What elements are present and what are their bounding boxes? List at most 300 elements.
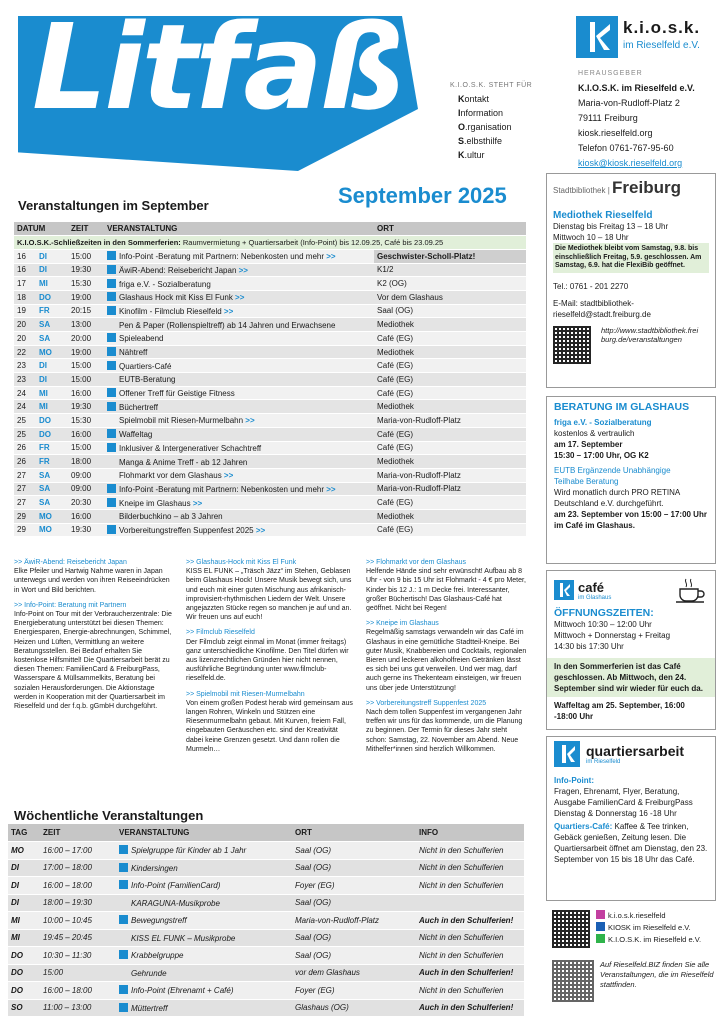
event-row bbox=[14, 332, 526, 346]
website: kiosk.rieselfeld.org bbox=[578, 128, 653, 138]
weekly-row bbox=[8, 894, 524, 912]
acronym-item: Kontakt bbox=[458, 94, 490, 104]
more-info-link[interactable]: >> bbox=[221, 471, 234, 481]
weekly-name: Bewegungstreff bbox=[131, 916, 187, 926]
event-weekday: SA bbox=[36, 332, 68, 346]
wcol-veranstaltung: VERANSTALTUNG bbox=[116, 824, 292, 842]
weekly-row bbox=[8, 912, 524, 930]
weekly-location: Glashaus (OG) bbox=[292, 999, 416, 1017]
event-name: friga e.V. - Sozialberatung bbox=[119, 279, 211, 289]
weekly-location: Saal (OG) bbox=[292, 859, 416, 877]
event-weekday: DO bbox=[36, 414, 68, 428]
weekly-day: DI bbox=[8, 894, 40, 912]
event-date: 23 bbox=[14, 373, 36, 387]
event-name-cell bbox=[104, 332, 374, 346]
weekly-name-cell bbox=[116, 877, 292, 895]
event-time: 16:00 bbox=[68, 386, 104, 400]
event-weekday: DI bbox=[36, 373, 68, 387]
event-location: Café (EG) bbox=[374, 332, 526, 346]
description-heading[interactable]: >> Vorbereitungstreff Suppenfest 2025 bbox=[366, 699, 487, 707]
event-name-cell bbox=[104, 509, 374, 523]
description-heading[interactable]: >> Filmclub Rieselfeld bbox=[186, 629, 255, 637]
weekly-name: KARAGUNA-Musikprobe bbox=[131, 898, 220, 908]
event-name-cell bbox=[104, 263, 374, 277]
description-block bbox=[14, 601, 176, 711]
event-weekday: MI bbox=[36, 277, 68, 291]
eutb-line3: Wird monatlich durch PRO RETINA Deutschland e.V. durchgeführt. bbox=[554, 488, 680, 508]
kiosk-icon bbox=[119, 845, 128, 854]
cafe-hours1: Mittwoch 10:30 – 12:00 Uhr bbox=[554, 620, 652, 629]
event-name-cell bbox=[104, 414, 374, 428]
weekly-location: Saal (OG) bbox=[292, 842, 416, 860]
event-weekday: MO bbox=[36, 345, 68, 359]
cafe-waffel: Waffeltag am 25. September, 16:00 -18:00 Uhr bbox=[554, 701, 685, 721]
event-time: 15:00 bbox=[68, 359, 104, 373]
description-heading[interactable]: >> ÄwiR-Abend: Reisebericht Japan bbox=[14, 559, 127, 566]
event-weekday: DI bbox=[36, 263, 68, 277]
event-location: Café (EG) bbox=[374, 427, 526, 441]
event-name: Manga & Anime Treff - ab 12 Jahren bbox=[119, 457, 248, 467]
event-location: Saal (OG) bbox=[374, 304, 526, 318]
cafe-hours-title: ÖFFNUNGSZEITEN: bbox=[554, 607, 654, 619]
description-body: Nach dem tollen Suppenfest im vergangenen Jahr treffen wir uns für das kommende, um die Planung zu beginnen. Der Termin für dieses Jahr steht schon: Samstag, 22. November am Abend. Neue Mithelfer*innen sind herzlich Willkommen. bbox=[366, 709, 523, 753]
event-time: 19:30 bbox=[68, 263, 104, 277]
event-date: 26 bbox=[14, 455, 36, 469]
event-location: K1/2 bbox=[374, 263, 526, 277]
weekly-info: Auch in den Schulferien! bbox=[416, 999, 524, 1017]
weekly-time: 19:45 – 20:45 bbox=[40, 929, 116, 947]
beratung-box bbox=[546, 396, 716, 564]
litfass-logo: Litfaß bbox=[32, 0, 402, 136]
beratung-title: BERATUNG IM GLASHAUS bbox=[554, 401, 690, 413]
mediothek-tel: Tel.: 0761 - 201 2270 bbox=[553, 281, 629, 291]
address-line1: Maria-von-Rudloff-Platz 2 bbox=[578, 98, 680, 108]
event-date: 24 bbox=[14, 386, 36, 400]
description-heading[interactable]: >> Spielmobil mit Riesen-Murmelbahn bbox=[186, 690, 305, 698]
event-name-cell bbox=[104, 290, 374, 304]
kiosk-icon bbox=[107, 292, 116, 301]
event-row bbox=[14, 359, 526, 373]
event-weekday: SA bbox=[36, 482, 68, 496]
event-weekday: MI bbox=[36, 386, 68, 400]
publisher-block bbox=[578, 66, 695, 171]
event-time: 15:00 bbox=[68, 373, 104, 387]
weekly-info: Nicht in den Schulferien bbox=[416, 877, 524, 895]
description-block bbox=[366, 619, 528, 693]
event-time: 20:15 bbox=[68, 304, 104, 318]
description-block bbox=[186, 690, 354, 754]
event-time: 15:00 bbox=[68, 441, 104, 455]
event-location: Mediothek bbox=[374, 455, 526, 469]
weekly-day: DO bbox=[8, 947, 40, 965]
event-time: 09:00 bbox=[68, 482, 104, 496]
mediothek-email1: E-Mail: stadtbibliothek- bbox=[553, 298, 634, 308]
weekly-info: Nicht in den Schulferien bbox=[416, 982, 524, 1000]
event-row bbox=[14, 263, 526, 277]
weekly-table bbox=[8, 824, 524, 1017]
event-row bbox=[14, 386, 526, 400]
mediothek-email2: rieselfeld@stadt.freiburg.de bbox=[553, 309, 651, 319]
quartiersarbeit-box bbox=[546, 736, 716, 901]
event-row bbox=[14, 509, 526, 523]
weekly-day: MI bbox=[8, 929, 40, 947]
whatsapp-link[interactable]: K.I.O.S.K. im Rieselfeld e.V. bbox=[596, 934, 701, 946]
publisher-name: K.I.O.S.K. im Rieselfeld e.V. bbox=[578, 83, 695, 93]
publisher-label: HERAUSGEBER bbox=[578, 70, 643, 77]
cafe-hours3: 14:30 bis 17:30 Uhr bbox=[554, 642, 624, 651]
event-location: Mediothek bbox=[374, 509, 526, 523]
event-time: 15:30 bbox=[68, 414, 104, 428]
weekly-info: Nicht in den Schulferien bbox=[416, 929, 524, 947]
kiosk-acronym-label: K.I.O.S.K. STEHT FÜR bbox=[450, 82, 533, 89]
quartiersarbeit-logo-icon bbox=[554, 741, 580, 767]
kiosk-icon bbox=[107, 498, 116, 507]
event-name-cell bbox=[104, 455, 374, 469]
weekly-name-cell bbox=[116, 947, 292, 965]
kiosk-icon bbox=[119, 950, 128, 959]
friga-line3: 15:30 – 17:00 Uhr, OG K2 bbox=[554, 451, 649, 460]
event-location: Maria-von-Rudloff-Platz bbox=[374, 468, 526, 482]
event-weekday: FR bbox=[36, 455, 68, 469]
kiosk-icon bbox=[107, 279, 116, 288]
wcol-zeit: ZEIT bbox=[40, 824, 116, 842]
event-row bbox=[14, 277, 526, 291]
event-location: Maria-von-Rudloff-Platz bbox=[374, 414, 526, 428]
infopoint-text: Fragen, Ehrenamt, Flyer, Beratung, Ausgabe FamilienCard & FreiburgPass Dienstag & Donnerstag 16 -18 Uhr bbox=[554, 787, 693, 818]
weekly-day: MI bbox=[8, 912, 40, 930]
weekly-row bbox=[8, 877, 524, 895]
more-info-link[interactable]: >> bbox=[190, 498, 203, 508]
description-heading[interactable]: >> Flohmarkt vor dem Glashaus bbox=[366, 559, 466, 566]
event-date: 16 bbox=[14, 263, 36, 277]
weekly-info: Auch in den Schulferien! bbox=[416, 912, 524, 930]
event-date: 24 bbox=[14, 400, 36, 414]
quartier-brand: quartiersarbeit bbox=[586, 743, 685, 759]
event-time: 19:00 bbox=[68, 290, 104, 304]
event-date: 19 bbox=[14, 304, 36, 318]
event-name: EUTB-Beratung bbox=[119, 375, 176, 385]
event-date: 17 bbox=[14, 277, 36, 291]
event-time: 09:00 bbox=[68, 468, 104, 482]
friga-line1: kostenlos & vertraulich bbox=[554, 429, 635, 438]
weekly-info: Auch in den Schulferien! bbox=[416, 964, 524, 982]
org-subtitle: im Rieselfeld e.V. bbox=[623, 40, 700, 51]
more-info-link[interactable]: >> bbox=[243, 416, 255, 426]
event-date: 27 bbox=[14, 468, 36, 482]
event-date: 18 bbox=[14, 290, 36, 304]
weekly-time: 16:00 – 18:00 bbox=[40, 877, 116, 895]
event-name-cell bbox=[104, 468, 374, 482]
weekly-time: 17:00 – 18:00 bbox=[40, 859, 116, 877]
event-name: Flohmarkt vor dem Glashaus bbox=[119, 471, 222, 481]
weekly-name: Info-Point (Ehrenamt + Café) bbox=[131, 986, 234, 996]
event-weekday: DI bbox=[36, 249, 68, 263]
friga-name: friga e.V. - Sozialberatung bbox=[554, 418, 652, 427]
weekly-name-cell bbox=[116, 999, 292, 1017]
event-location: K2 (OG) bbox=[374, 277, 526, 291]
wcol-tag: TAG bbox=[8, 824, 40, 842]
address-line2: 79111 Freiburg bbox=[578, 113, 638, 123]
event-time: 20:00 bbox=[68, 332, 104, 346]
weekly-info: Nicht in den Schulferien bbox=[416, 842, 524, 860]
bottom-note bbox=[552, 960, 714, 1002]
weekly-time: 18:00 – 19:30 bbox=[40, 894, 116, 912]
event-row bbox=[14, 400, 526, 414]
event-date: 23 bbox=[14, 359, 36, 373]
event-name-cell bbox=[104, 373, 374, 387]
event-name: Info-Point -Beratung mit Partnern: Nebenkosten und mehr bbox=[119, 252, 324, 262]
weekly-name: Gehrunde bbox=[131, 968, 167, 978]
event-row bbox=[14, 482, 526, 496]
event-time: 19:30 bbox=[68, 400, 104, 414]
event-time: 19:00 bbox=[68, 345, 104, 359]
kiosk-icon bbox=[107, 388, 116, 397]
friga-line2: am 17. September bbox=[554, 440, 623, 449]
event-name: Vorbereitungstreffen Suppenfest 2025 bbox=[119, 525, 254, 535]
quartierscafe-text: Kaffee & Tee trinken, Gebäck genießen, Zeitung lesen. Die Quartiersarbeit öffnet am Dienstag, den 23. September von 15 bis 18 Uhr das Café. bbox=[554, 822, 708, 864]
event-time: 16:00 bbox=[68, 509, 104, 523]
description-block bbox=[366, 699, 528, 754]
event-date: 29 bbox=[14, 523, 36, 537]
event-row bbox=[14, 455, 526, 469]
social-qr-code[interactable] bbox=[552, 910, 590, 948]
cafe-note: In den Sommerferien ist das Café geschlossen. Ab Mittwoch, den 24. September sind wir wieder für euch da. bbox=[547, 658, 715, 697]
event-row bbox=[14, 249, 526, 263]
weekly-row bbox=[8, 982, 524, 1000]
event-time: 16:00 bbox=[68, 427, 104, 441]
col-ort: ORT bbox=[374, 222, 526, 236]
weekly-name-cell bbox=[116, 859, 292, 877]
kiosk-icon bbox=[107, 443, 116, 452]
description-block bbox=[366, 558, 528, 613]
quartierscafe-title: Quartiers-Café: bbox=[554, 822, 613, 831]
mediothek-qr-code[interactable] bbox=[553, 326, 591, 364]
event-weekday: SA bbox=[36, 468, 68, 482]
event-weekday: SA bbox=[36, 318, 68, 332]
event-row bbox=[14, 468, 526, 482]
wcol-info: INFO bbox=[416, 824, 524, 842]
weekly-info: Nicht in den Schulferien bbox=[416, 859, 524, 877]
event-name-cell bbox=[104, 304, 374, 318]
event-date: 22 bbox=[14, 345, 36, 359]
event-time: 15:00 bbox=[68, 249, 104, 263]
weekly-day: DI bbox=[8, 859, 40, 877]
more-info-link[interactable]: >> bbox=[324, 484, 336, 494]
event-name: ÄwiR-Abend: Reisebericht Japan bbox=[119, 265, 237, 275]
weekly-location: Saal (OG) bbox=[292, 894, 416, 912]
event-name: Bilderbuchkino – ab 3 Jahren bbox=[119, 512, 223, 522]
event-name-cell bbox=[104, 359, 374, 373]
event-location: Maria-von-Rudloff-Platz bbox=[374, 482, 526, 496]
mediothek-url[interactable]: http://www.stadtbibliothek.freiburg.de/veranstaltungen bbox=[601, 325, 699, 344]
weekly-location: Saal (OG) bbox=[292, 947, 416, 965]
description-heading[interactable]: >> Glashaus-Hock mit Kiss El Funk bbox=[186, 559, 297, 566]
mediothek-hours1: Dienstag bis Freitag 13 – 18 Uhr bbox=[553, 222, 669, 231]
kiosk-icon bbox=[119, 915, 128, 924]
event-row bbox=[14, 441, 526, 455]
event-name: Nähtreff bbox=[119, 348, 148, 358]
event-name: Inklusiver & Intergenerativer Schachtreff bbox=[119, 443, 262, 453]
month-title: September 2025 bbox=[338, 183, 507, 208]
rieselfeld-biz-qr-code[interactable] bbox=[552, 960, 594, 1002]
event-date: 27 bbox=[14, 496, 36, 510]
closing-note: K.I.O.S.K.-Schließzeiten in den Sommerferien: Raumvermietung + Quartiersarbeit (Info-Point) bis 12.09.25, Café bis 23.09.25 bbox=[14, 236, 526, 250]
event-row bbox=[14, 304, 526, 318]
eutb-line1: EUTB Ergänzende Unabhängige bbox=[554, 466, 671, 475]
description-body: Von einem großen Podest herab wird gemeinsam aus langen Rohren, Winkeln und Stützen eine Riesenmurmelbahn gebaut. Mit Kurven, freiem Fall, eingebauten Geräuschen etc. sind der Kreativität dabei keine Grenzen gesetzt. Und dann rollen die Murmeln… bbox=[186, 699, 353, 753]
event-date: 26 bbox=[14, 441, 36, 455]
event-name-cell bbox=[104, 249, 374, 263]
event-date: 25 bbox=[14, 414, 36, 428]
event-location: Mediothek bbox=[374, 400, 526, 414]
weekly-time: 16:00 – 17:00 bbox=[40, 842, 116, 860]
kiosk-logo-icon bbox=[576, 16, 618, 58]
mediothek-box bbox=[546, 173, 716, 388]
weekly-name-cell bbox=[116, 929, 292, 947]
event-location: Café (EG) bbox=[374, 523, 526, 537]
event-time: 20:30 bbox=[68, 496, 104, 510]
description-body: Helfende Hände sind sehr erwünscht! Aufbau ab 8 Uhr - von 9 bis 15 Uhr ist Flohmarkt - 4 € pro Meter, Kinder bis 12 J.: 1 m Decke frei. Interessanter, großer Büchertisch! Das Glashaus-Café hat geöffnet. Nicht bei Regen! bbox=[366, 568, 526, 613]
event-name: Quartiers-Café bbox=[119, 361, 172, 371]
weekly-name: KISS EL FUNK – Musikprobe bbox=[131, 933, 236, 943]
event-time: 13:00 bbox=[68, 318, 104, 332]
acronym-item: S.elbsthilfe bbox=[458, 136, 503, 146]
instagram-link[interactable]: k.i.o.s.k.rieselfeld bbox=[596, 910, 701, 922]
event-location: Café (EG) bbox=[374, 359, 526, 373]
kiosk-icon bbox=[107, 429, 116, 438]
event-date: 29 bbox=[14, 509, 36, 523]
more-info-link[interactable]: >> bbox=[324, 252, 336, 262]
wcol-ort: ORT bbox=[292, 824, 416, 842]
event-location: Café (EG) bbox=[374, 441, 526, 455]
col-datum: DATUM bbox=[14, 222, 68, 236]
kiosk-icon bbox=[119, 863, 128, 872]
event-location: Mediothek bbox=[374, 318, 526, 332]
kiosk-icon bbox=[107, 361, 116, 370]
event-row bbox=[14, 414, 526, 428]
weekly-location: Foyer (EG) bbox=[292, 982, 416, 1000]
event-name: Spielmobil mit Riesen-Murmelbahn bbox=[119, 416, 244, 426]
acronym-item: K.ultur bbox=[458, 150, 485, 160]
whatsapp-icon bbox=[596, 934, 605, 943]
descriptions-col2 bbox=[186, 558, 354, 760]
event-time: 19:30 bbox=[68, 523, 104, 537]
events-table bbox=[14, 222, 526, 537]
kiosk-icon bbox=[119, 880, 128, 889]
cafe-logo-icon bbox=[554, 580, 574, 600]
event-row bbox=[14, 427, 526, 441]
weekly-row bbox=[8, 859, 524, 877]
event-time: 15:30 bbox=[68, 277, 104, 291]
event-row bbox=[14, 523, 526, 537]
weekly-day: DO bbox=[8, 982, 40, 1000]
kiosk-acronym-list bbox=[458, 92, 512, 162]
event-location: Mediothek bbox=[374, 345, 526, 359]
event-location: Café (EG) bbox=[374, 496, 526, 510]
facebook-link[interactable]: KIOSK im Rieselfeld e.V. bbox=[596, 922, 701, 934]
email-link[interactable]: kiosk@kiosk.rieselfeld.org bbox=[578, 158, 683, 168]
weekly-info: Nicht in den Schulferien bbox=[416, 947, 524, 965]
kiosk-icon bbox=[107, 251, 116, 260]
weekly-time: 11:00 – 13:00 bbox=[40, 999, 116, 1017]
cafe-hours2: Mittwoch + Donnerstag + Freitag bbox=[554, 631, 671, 640]
kiosk-icon bbox=[107, 402, 116, 411]
facebook-icon bbox=[596, 922, 605, 931]
event-name: Offener Treff für Geistige Fitness bbox=[119, 389, 235, 399]
event-name-cell bbox=[104, 386, 374, 400]
stadtbibliothek-logo: Stadtbibliothek | Freiburg bbox=[553, 178, 681, 197]
mediothek-title: Mediothek Rieselfeld bbox=[553, 210, 653, 221]
weekly-location: vor dem Glashaus bbox=[292, 964, 416, 982]
acronym-item: O.rganisation bbox=[458, 122, 512, 132]
event-weekday: MI bbox=[36, 400, 68, 414]
description-body: KISS EL FUNK – „Träsch Jäzz“ im Stehen, Geblasen beim Glashaus Hock! Unsere Musik bewegt sich, uns und euch mit einer guten Mischung aus afrikanisch-improvisiert-rhythmischen Liedern der Welt. Unsere angejazzten Stücke regen so manchen je auf und an. Wir freuen uns auf euch! bbox=[186, 568, 352, 622]
weekly-name: Spielgruppe für Kinder ab 1 Jahr bbox=[131, 846, 247, 856]
event-name-cell bbox=[104, 496, 374, 510]
event-name: Kinofilm - Filmclub Rieselfeld bbox=[119, 306, 222, 316]
more-info-link[interactable]: >> bbox=[221, 306, 234, 316]
event-weekday: SA bbox=[36, 496, 68, 510]
descriptions-col1 bbox=[14, 558, 176, 717]
description-block bbox=[14, 558, 176, 595]
description-body: Regelmäßig samstags verwandeln wir das Café im Glashaus in eine gemütliche Stadtteil-Kneipe. Bei guter Musik, Knabbereien und Cocktails, regionalen Bieren und leckeren alkoholfreien Getränken lässt es sich bei uns gut verweilen. Und wer mag, darf auch gerne ins Thekenteam einsteigen, wir freuen uns über jede Unterstützung! bbox=[366, 629, 527, 692]
event-weekday: MO bbox=[36, 509, 68, 523]
weekly-name-cell bbox=[116, 894, 292, 912]
kiosk-icon bbox=[107, 484, 116, 493]
event-date: 25 bbox=[14, 427, 36, 441]
acronym-item: Information bbox=[458, 108, 504, 118]
eutb-line4: am 23. September von 15:00 – 17:00 Uhr im Café im Glashaus. bbox=[554, 510, 707, 530]
kiosk-icon bbox=[107, 333, 116, 342]
weekly-name-cell bbox=[116, 964, 292, 982]
weekly-location: Maria-von-Rudloff-Platz bbox=[292, 912, 416, 930]
col-veranstaltung: VERANSTALTUNG bbox=[104, 222, 374, 236]
weekly-row bbox=[8, 947, 524, 965]
event-weekday: DI bbox=[36, 359, 68, 373]
more-info-link[interactable]: >> bbox=[232, 293, 245, 303]
event-weekday: DO bbox=[36, 427, 68, 441]
description-body: Der Filmclub zeigt einmal im Monat (immer freitags) ganz unterschiedliche Kinofilme. Den Titel dürfen wir aus lizenzrechtlichen Gründen hier nicht nennen, ausführliche Begründung unter www.filmclub-rieselfeld.de. bbox=[186, 638, 349, 683]
weekly-name-cell bbox=[116, 842, 292, 860]
kiosk-icon bbox=[107, 306, 116, 315]
event-name-cell bbox=[104, 441, 374, 455]
cafe-brand-sub: im Glashaus bbox=[578, 594, 612, 601]
weekly-location: Saal (OG) bbox=[292, 929, 416, 947]
event-name-cell bbox=[104, 523, 374, 537]
event-weekday: MO bbox=[36, 523, 68, 537]
mediothek-note: Die Mediothek bleibt vom Samstag, 9.8. bis einschließlich Freitag, 5.9. geschlossen. Am Samstag, 6.9. hat die FlexiBib geöffnet. bbox=[553, 243, 709, 273]
social-links bbox=[552, 910, 701, 948]
event-time: 18:00 bbox=[68, 455, 104, 469]
more-info-link[interactable]: >> bbox=[236, 265, 248, 275]
weekly-time: 10:30 – 11:30 bbox=[40, 947, 116, 965]
kiosk-icon bbox=[107, 347, 116, 356]
eutb-line2: Teilhabe Beratung bbox=[554, 477, 619, 486]
description-block bbox=[186, 558, 354, 622]
description-heading[interactable]: >> Kneipe im Glashaus bbox=[366, 620, 439, 628]
event-name-cell bbox=[104, 277, 374, 291]
description-body: Info-Point on Tour mit der Verbraucherzentrale: Die Energieberatung unterstützt bei diesen Themen: Energiesparen, Energie-abrechnungen, Schimmel, Heizen und Lüften, Vermittlung an weitere Beratungsstellen. Bei Bedarf erhalten Sie kostenlose Hilfsmittel! Die Quartiersarbeit berät zu diesen Themen: FamilienCard & FreiburgPass, Wasserspare & Müllsammelkits, Beratung bei sozialen Herausforderungen. Die Aktionstage werden in Kooperation mit der Quartiersarbeit im Rieselfeld und der f.q.b. gGmbH durchgeführt. bbox=[14, 611, 172, 711]
weekly-name-cell bbox=[116, 982, 292, 1000]
kiosk-icon bbox=[107, 265, 116, 274]
description-heading[interactable]: >> Info-Point: Beratung mit Partnern bbox=[14, 601, 127, 609]
cafe-box bbox=[546, 570, 716, 730]
description-block bbox=[186, 628, 354, 683]
org-name: k.i.o.s.k. bbox=[623, 18, 701, 37]
event-weekday: DO bbox=[36, 290, 68, 304]
more-info-link[interactable]: >> bbox=[253, 525, 266, 535]
kiosk-icon bbox=[119, 1003, 128, 1012]
